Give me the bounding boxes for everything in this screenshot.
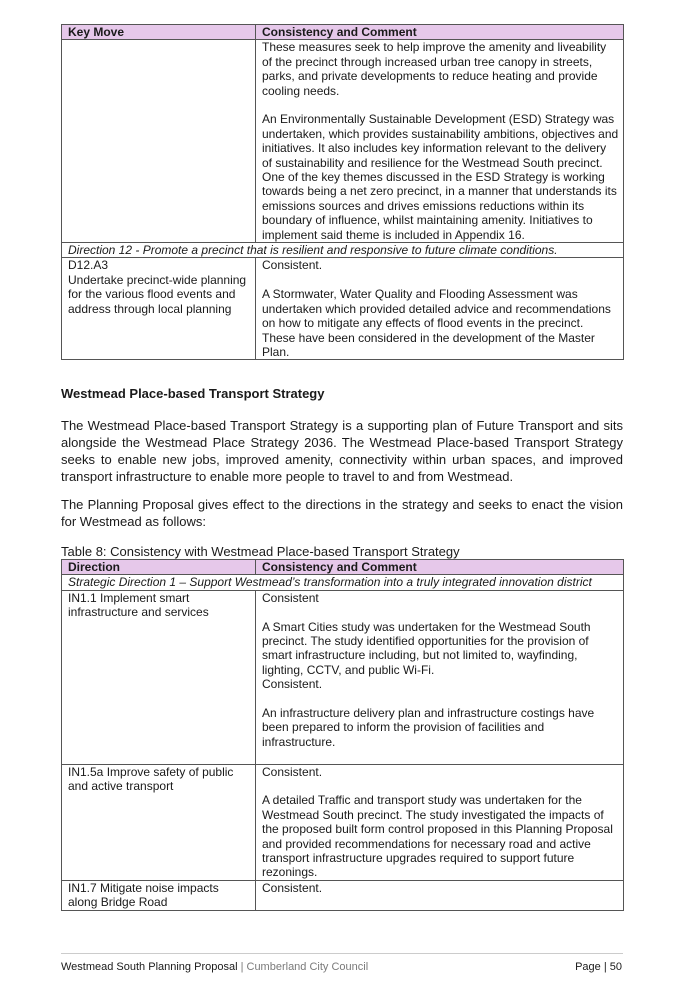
body-paragraph: The Planning Proposal gives effect to the directions in the strategy and seeks to enact the vision for Westmead as follows: xyxy=(61,497,623,529)
column-header-key-move: Key Move xyxy=(62,25,256,40)
table-header-row xyxy=(62,560,624,575)
table-cell-empty xyxy=(62,40,256,243)
comment-paragraph: A detailed Traffic and transport study was undertaken for the Westmead South precinct. The study investigated the impacts of the proposed built form control proposed in this Planning Proposal and provided recommendations for necessary road and active transport infrastructure upgrades required to support future rezonings. xyxy=(262,793,613,880)
key-move-text: Undertake precinct-wide planning for the various flood events and address through local planning xyxy=(68,272,247,316)
comment-paragraph: An Environmentally Sustainable Development (ESD) Strategy was undertaken, which provides sustainability ambitions, objectives and initiatives. It also includes key information relevant to the delivery of sustainability and resilience for the Westmead South precinct. One of the key themes discussed in the ESD Strategy is working towards being a net zero precinct, in a manner that understands its emissions sources and drives emissions reductions within its boundary of influence, whilst maintaining amenity. Initiatives to implement said theme is included in Appendix 16. xyxy=(262,112,619,242)
direction-text: Strategic Direction 1 – Support Westmead’s transformation into a truly integrated innovation district xyxy=(62,575,624,590)
comment-paragraph: A Smart Cities study was undertaken for the Westmead South precinct. The study identified opportunities for the provision of smart infrastructure including, but not limited to, wayfinding, lighting, CCTV, and public Wi-Fi. xyxy=(262,619,591,677)
footer-title: Westmead South Planning Proposal xyxy=(61,961,238,973)
direction-text: Direction 12 - Promote a precinct that is resilient and responsive to future climate conditions. xyxy=(62,243,624,258)
comment-paragraph: An infrastructure delivery plan and infrastructure costings have been prepared to inform the provision of facilities and infrastructure. xyxy=(262,706,595,749)
footer-divider xyxy=(61,953,623,954)
table-row xyxy=(62,880,624,910)
body-paragraph: The Westmead Place-based Transport Strategy is a supporting plan of Future Transport and sits alongside the Westmead Place Strategy 2036. The Westmead Place-based Transport Strategy seeks to enable new jobs, improved amenity, connectivity within urban spaces, and improved transport infrastructure to enable more people to travel to and from Westmead. xyxy=(61,418,623,484)
comment-paragraph: These measures seek to help improve the amenity and liveability of the precinct through increased urban tree canopy in streets, parks, and private developments to reduce heating and provide cooling needs. xyxy=(262,40,607,98)
comment-paragraph: A Stormwater, Water Quality and Flooding Assessment was undertaken which provided detailed advice and recommendations on how to mitigate any effects of flood events in the precinct. These have been considered in the development of the Master Plan. xyxy=(262,287,611,359)
direction-row xyxy=(62,243,624,258)
table-cell-direction: IN1.5a Improve safety of public and active transport xyxy=(62,764,256,880)
table-row xyxy=(62,764,624,880)
table-row xyxy=(62,590,624,764)
table-row xyxy=(62,40,624,243)
table-cell-comment xyxy=(256,764,624,880)
direction-row xyxy=(62,575,624,590)
consistency-status: Consistent. xyxy=(262,880,323,895)
consistency-status: Consistent. xyxy=(262,764,323,779)
column-header-consistency: Consistency and Comment xyxy=(256,25,624,40)
footer-document-title xyxy=(61,961,368,973)
column-header-consistency: Consistency and Comment xyxy=(256,560,624,575)
table-cell-comment xyxy=(256,258,624,360)
table-cell-comment xyxy=(256,40,624,243)
consistency-status: Consistent. xyxy=(262,677,323,692)
table-caption: Table 8: Consistency with Westmead Place-based Transport Strategy xyxy=(61,544,460,559)
table-cell-comment xyxy=(256,590,624,764)
table-cell-key-move xyxy=(62,258,256,360)
key-move-table xyxy=(61,24,624,360)
table-cell-comment xyxy=(256,880,624,910)
section-heading: Westmead Place-based Transport Strategy xyxy=(61,386,325,401)
table-cell-direction: IN1.7 Mitigate noise impacts along Bridge Road xyxy=(62,880,256,910)
footer-separator: | xyxy=(240,961,244,973)
footer-organisation: Cumberland City Council xyxy=(246,961,369,973)
table-cell-direction: IN1.1 Implement smart infrastructure and services xyxy=(62,590,256,764)
table-row xyxy=(62,258,624,360)
column-header-direction: Direction xyxy=(62,560,256,575)
key-move-code: D12.A3 xyxy=(68,258,109,273)
table-header-row xyxy=(62,25,624,40)
consistency-status: Consistent xyxy=(262,590,319,605)
consistency-status: Consistent. xyxy=(262,258,323,273)
transport-strategy-table xyxy=(61,559,624,911)
page-number: Page | 50 xyxy=(575,961,622,973)
